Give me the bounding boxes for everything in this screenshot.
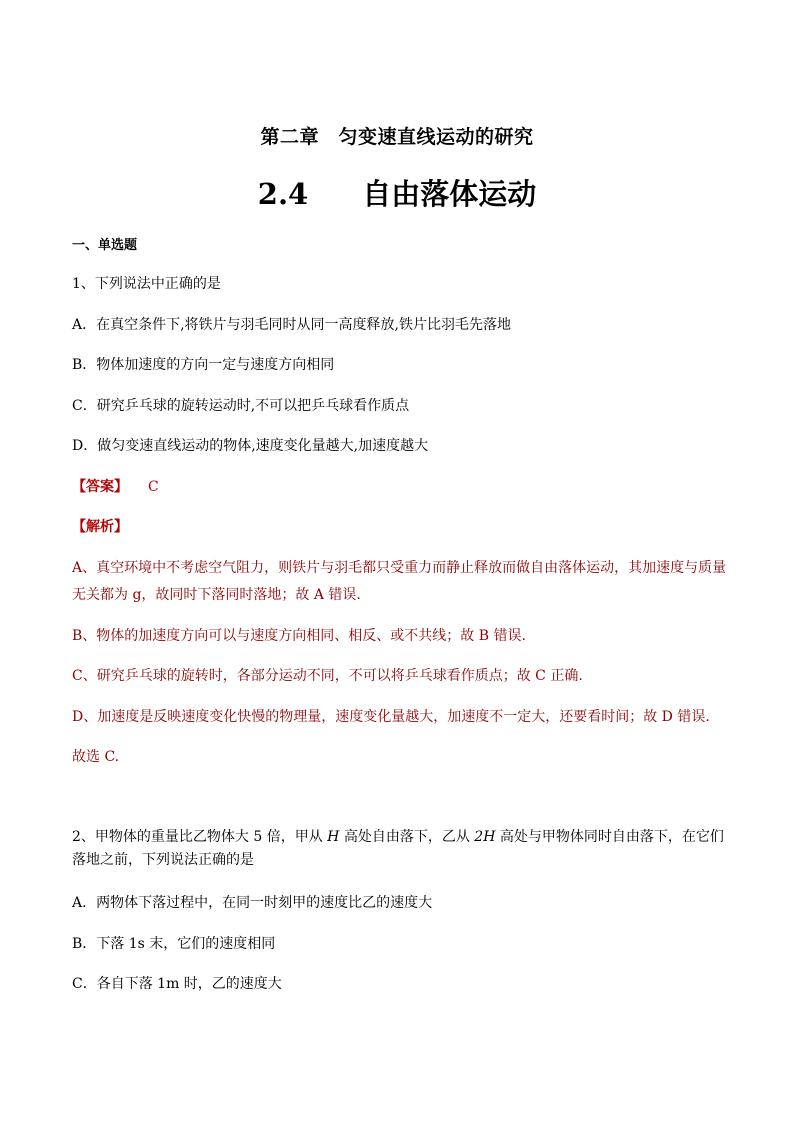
answer-value: C <box>148 479 159 495</box>
q1-stem: 1、下列说法中正确的是 <box>72 276 221 292</box>
analysis-line: A、真空环境中不考虑空气阻力，则铁片与羽毛都只受重力而静止释放而做自由落体运动，其加速度与质量 <box>72 560 727 576</box>
section-number: 2.4 <box>257 177 309 211</box>
variable-2h: 2H <box>474 829 496 845</box>
analysis-line: B、物体的加速度方向可以与速度方向相同、相反、或不共线；故 B 错误. <box>72 628 526 644</box>
q1-answer <box>72 476 159 496</box>
variable-h: H <box>327 829 340 845</box>
q2-option-b: B．下落 1s 末，它们的速度相同 <box>72 936 276 952</box>
part-heading: 一、单选题 <box>72 238 138 253</box>
section-name: 自由落体运动 <box>362 177 537 211</box>
q2-option-a: A．两物体下落过程中，在同一时刻甲的速度比乙的速度大 <box>72 895 433 911</box>
q2-stem: 2、甲物体的重量比乙物体大 5 倍，甲从 H 高处自由落下，乙从 2H 高处与甲物体同时自由落下，在它们落地之前，下列说法正确的是 <box>72 829 724 868</box>
q1-option-d: D．做匀变速直线运动的物体,速度变化量越大,加速度越大 <box>72 438 429 454</box>
section-title <box>0 172 794 213</box>
analysis-label: 【解析】 <box>72 519 128 535</box>
analysis-line: D、加速度是反映速度变化快慢的物理量，速度变化量越大，加速度不一定大，还要看时间；故 D 错误. <box>72 709 710 725</box>
analysis-line: 无关都为 g，故同时下落同时落地；故 A 错误. <box>72 587 361 603</box>
q1-option-c: C．研究乒乓球的旋转运动时,不可以把乒乓球看作质点 <box>72 398 410 414</box>
chapter-title: 第二章 匀变速直线运动的研究 <box>260 126 534 148</box>
q1-option-b: B．物体加速度的方向一定与速度方向相同 <box>72 357 335 373</box>
analysis-line: 故选 C. <box>72 749 120 765</box>
q2-option-c: C．各自下落 1m 时，乙的速度大 <box>72 976 282 992</box>
q1-option-a: A．在真空条件下,将铁片与羽毛同时从同一高度释放,铁片比羽毛先落地 <box>72 317 512 333</box>
answer-label: 【答案】 <box>72 479 128 495</box>
analysis-line: C、研究乒乓球的旋转时，各部分运动不同，不可以将乒乓球看作质点；故 C 正确. <box>72 668 583 684</box>
